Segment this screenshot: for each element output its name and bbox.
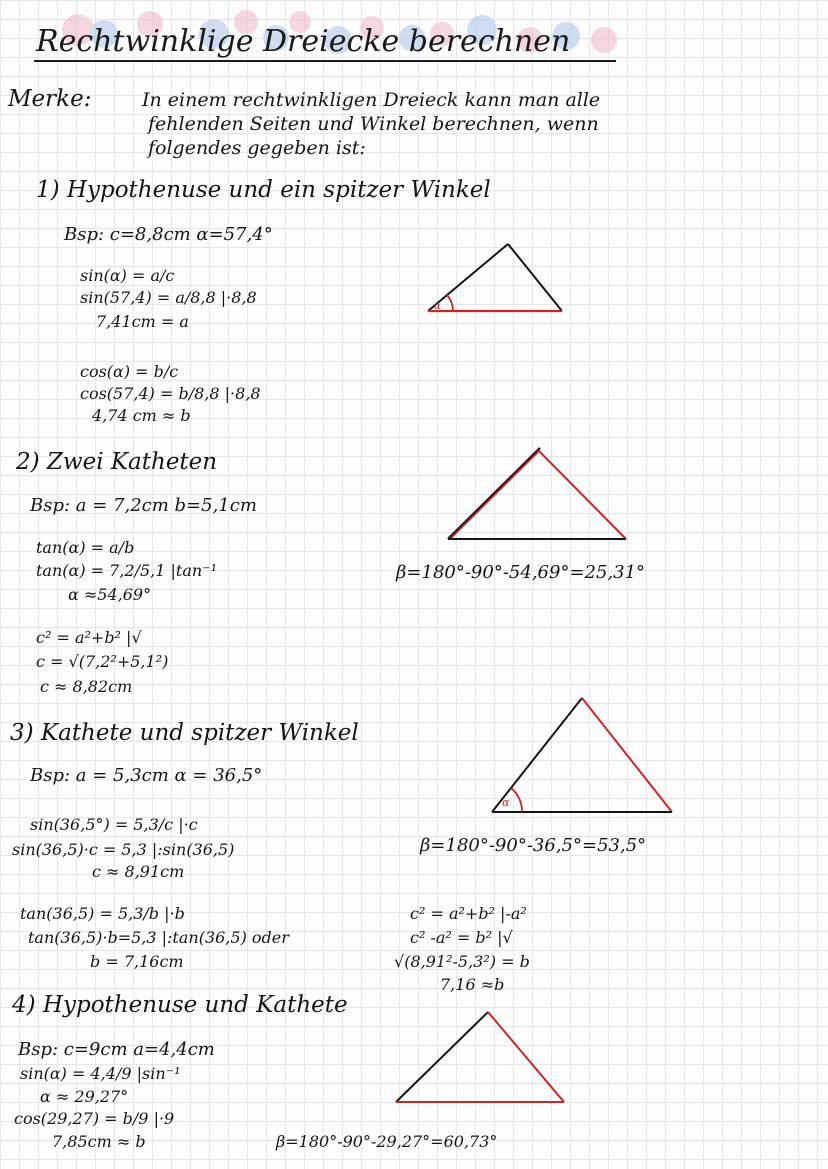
s1-line-2: sin(57,4) = a/8,8 |·8,8 <box>80 288 257 307</box>
s1-line-6: 4,74 cm ≈ b <box>92 406 191 425</box>
section-1-example: Bsp: c=8,8cm α=57,4° <box>64 224 273 245</box>
s3-line-3: c ≈ 8,91cm <box>92 862 185 881</box>
triangle-1-angle-arc <box>447 295 453 311</box>
s2-line-6: c ≈ 8,82cm <box>40 677 133 696</box>
triangle-2 <box>440 442 640 552</box>
s3-line-1: sin(36,5°) = 5,3/c |·c <box>30 815 198 834</box>
triangle-3 <box>486 692 682 820</box>
triangle-3-angle-arc <box>511 788 522 812</box>
triangle-4 <box>390 1006 570 1110</box>
s3-beta: β=180°-90°-36,5°=53,5° <box>420 835 647 856</box>
section-4-example: Bsp: c=9cm a=4,4cm <box>18 1039 215 1060</box>
s3-right-line-3: √(8,91²-5,3²) = b <box>394 952 530 971</box>
s4-line-1: sin(α) = 4,4/9 |sin⁻¹ <box>20 1064 181 1083</box>
intro-line-3: folgendes gegeben ist: <box>148 137 366 159</box>
s2-line-5: c = √(7,2²+5,1²) <box>36 652 169 671</box>
s3-right-line-2: c² -a² = b² |√ <box>410 928 513 947</box>
s3-line-5: tan(36,5)·b=5,3 |:tan(36,5) oder <box>28 928 289 947</box>
triangle-1-angle-label: α <box>434 301 441 312</box>
section-4-heading: 4) Hypothenuse und Kathete <box>12 992 348 1018</box>
section-3-example: Bsp: a = 5,3cm α = 36,5° <box>30 765 263 786</box>
s1-line-3: 7,41cm = a <box>96 312 189 331</box>
intro-line-1: In einem rechtwinkligen Dreieck kann man alle <box>142 89 601 111</box>
s1-line-5: cos(57,4) = b/8,8 |·8,8 <box>80 384 261 403</box>
s3-line-4: tan(36,5) = 5,3/b |·b <box>20 904 185 923</box>
triangle-2-red-side <box>538 450 626 539</box>
triangle-1-side <box>508 244 562 311</box>
triangle-3-angle-label: α <box>502 796 510 809</box>
s4-beta: β=180°-90°-29,27°=60,73° <box>276 1132 498 1151</box>
triangle-4-side <box>396 1012 488 1102</box>
s4-line-4: 7,85cm ≈ b <box>52 1132 146 1151</box>
intro-line-2: fehlenden Seiten und Winkel berechnen, wenn <box>148 113 599 135</box>
s4-line-2: α ≈ 29,27° <box>40 1087 129 1106</box>
merke-label: Merke: <box>8 86 92 112</box>
s2-line-2: tan(α) = 7,2/5,1 |tan⁻¹ <box>36 561 218 580</box>
s4-line-3: cos(29,27) = b/9 |·9 <box>14 1109 175 1128</box>
s3-line-6: b = 7,16cm <box>90 952 184 971</box>
triangle-2-red-kathete <box>450 452 538 539</box>
s2-line-4: c² = a²+b² |√ <box>36 628 142 647</box>
s3-right-line-1: c² = a²+b² |-a² <box>410 904 527 923</box>
triangle-3-hypotenuse <box>492 698 582 812</box>
title-underline <box>34 60 616 62</box>
triangle-4-red-side <box>488 1012 564 1102</box>
triangle-1 <box>420 238 570 318</box>
section-2-heading: 2) Zwei Katheten <box>16 449 218 475</box>
s1-line-4: cos(α) = b/c <box>80 362 179 381</box>
s1-line-1: sin(α) = a/c <box>80 266 175 285</box>
section-1-heading: 1) Hypothenuse und ein spitzer Winkel <box>36 177 491 203</box>
s2-beta: β=180°-90°-54,69°=25,31° <box>396 562 646 583</box>
triangle-3-red-side <box>582 698 672 812</box>
s3-right-line-4: 7,16 ≈b <box>440 975 505 994</box>
s2-line-3: α ≈54,69° <box>68 585 152 604</box>
s3-line-2: sin(36,5)·c = 5,3 |:sin(36,5) <box>12 840 235 859</box>
section-3-heading: 3) Kathete und spitzer Winkel <box>10 720 359 746</box>
triangle-2-black-side <box>448 448 540 539</box>
section-2-example: Bsp: a = 7,2cm b=5,1cm <box>30 495 257 516</box>
page-title: Rechtwinklige Dreiecke berechnen <box>36 24 571 59</box>
s2-line-1: tan(α) = a/b <box>36 538 135 557</box>
